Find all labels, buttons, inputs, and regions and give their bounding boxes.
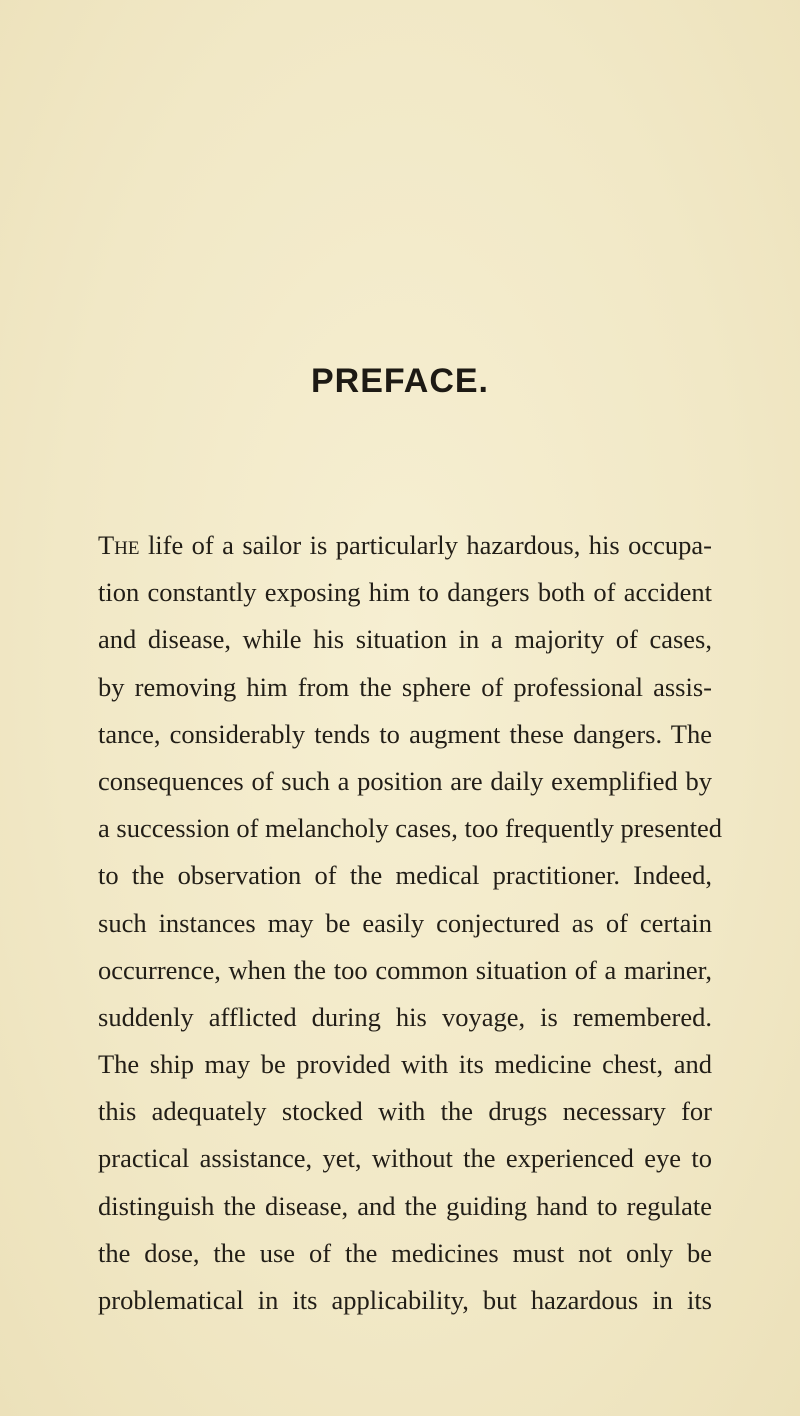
text-line-15: distinguish the disease, and the guiding hand to regulate [98, 1190, 712, 1221]
text-line-5: tance, considerably tends to augment these dangers. The [98, 718, 712, 749]
text-line-12: The ship may be provided with its medicine chest, and [98, 1049, 712, 1080]
text-line-3: and disease, while his situation in a majority of cases, [98, 624, 712, 655]
text-line-8: to the observation of the medical practitioner. Indeed, [98, 860, 712, 891]
lead-word: The [98, 530, 140, 560]
text-line-7: a succession of melancholy cases, too frequently presented [98, 813, 723, 844]
text-line-4: by removing him from the sphere of professional assis- [98, 671, 712, 702]
preface-paragraph [98, 522, 723, 1324]
text-line-14: practical assistance, yet, without the experienced eye to [98, 1143, 712, 1174]
text-line-6: consequences of such a position are daily exemplified by [98, 765, 712, 796]
text-line-10: occurrence, when the too common situation of a mariner, [98, 954, 712, 985]
text-line-17: problematical in its applicability, but hazardous in its [98, 1285, 712, 1315]
text-line-16: the dose, the use of the medicines must not only be [98, 1237, 712, 1268]
page-title: PREFACE. [310, 362, 490, 400]
text-line-2: tion constantly exposing him to dangers both of accident [98, 577, 712, 608]
text-line-11: suddenly afflicted during his voyage, is remembered. [98, 1001, 712, 1032]
text-line-13: this adequately stocked with the drugs necessary for [98, 1096, 712, 1127]
text-line-1-rest: life of a sailor is particularly hazardous, his occupa- [139, 530, 712, 560]
text-line-1 [98, 522, 712, 569]
text-line-9: such instances may be easily conjectured as of certain [98, 907, 712, 938]
